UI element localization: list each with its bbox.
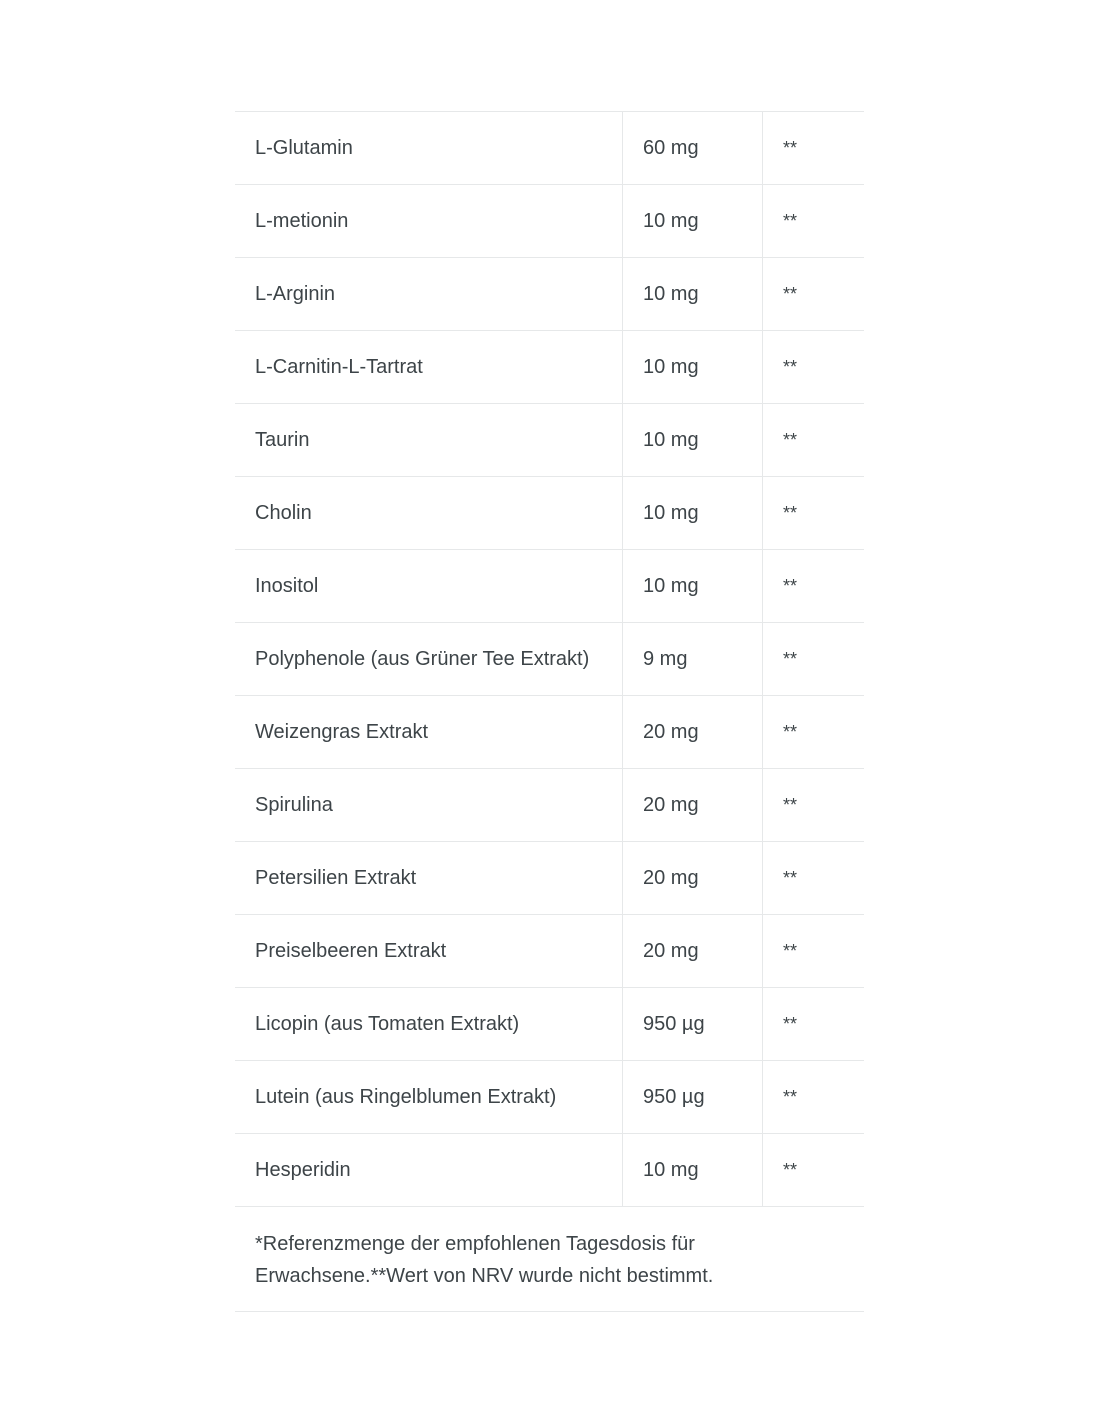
ingredient-nrv: **: [763, 915, 865, 988]
ingredient-name: L-Arginin: [235, 258, 623, 331]
ingredient-name: L-Glutamin: [235, 112, 623, 185]
ingredient-nrv: **: [763, 404, 865, 477]
table-row: [235, 331, 864, 404]
table-row: [235, 988, 864, 1061]
table-row: [235, 915, 864, 988]
ingredient-nrv: **: [763, 769, 865, 842]
ingredient-nrv: **: [763, 331, 865, 404]
footnote-row: [235, 1207, 864, 1312]
table-row: [235, 1134, 864, 1207]
ingredient-amount: 10 mg: [623, 1134, 763, 1207]
ingredient-name: Licopin (aus Tomaten Extrakt): [235, 988, 623, 1061]
nutrition-table-body: [235, 112, 864, 1312]
nutrition-table: [235, 111, 864, 1312]
ingredient-name: Polyphenole (aus Grüner Tee Extrakt): [235, 623, 623, 696]
ingredient-amount: 950 µg: [623, 988, 763, 1061]
ingredient-nrv: **: [763, 988, 865, 1061]
ingredient-name: Taurin: [235, 404, 623, 477]
ingredient-name: Inositol: [235, 550, 623, 623]
table-row: [235, 842, 864, 915]
ingredient-nrv: **: [763, 550, 865, 623]
ingredient-nrv: **: [763, 1061, 865, 1134]
ingredient-nrv: **: [763, 842, 865, 915]
ingredient-amount: 9 mg: [623, 623, 763, 696]
ingredient-amount: 10 mg: [623, 258, 763, 331]
table-row: [235, 696, 864, 769]
ingredient-name: L-Carnitin-L-Tartrat: [235, 331, 623, 404]
table-row: [235, 623, 864, 696]
ingredient-name: Hesperidin: [235, 1134, 623, 1207]
table-row: [235, 769, 864, 842]
ingredient-nrv: **: [763, 1134, 865, 1207]
table-row: [235, 185, 864, 258]
ingredient-nrv: **: [763, 112, 865, 185]
ingredient-nrv: **: [763, 696, 865, 769]
ingredient-amount: 10 mg: [623, 331, 763, 404]
ingredient-nrv: **: [763, 623, 865, 696]
table-row: [235, 404, 864, 477]
footnote-text: *Referenzmenge der empfohlenen Tagesdosis für Erwachsene.**Wert von NRV wurde nicht bestimmt.: [235, 1207, 864, 1312]
ingredient-amount: 20 mg: [623, 842, 763, 915]
ingredient-name: Cholin: [235, 477, 623, 550]
table-row: [235, 550, 864, 623]
ingredient-name: L-metionin: [235, 185, 623, 258]
ingredient-amount: 60 mg: [623, 112, 763, 185]
ingredient-amount: 20 mg: [623, 769, 763, 842]
ingredient-name: Petersilien Extrakt: [235, 842, 623, 915]
ingredient-name: Preiselbeeren Extrakt: [235, 915, 623, 988]
ingredient-amount: 20 mg: [623, 696, 763, 769]
ingredient-amount: 10 mg: [623, 404, 763, 477]
table-row: [235, 1061, 864, 1134]
ingredient-name: Lutein (aus Ringelblumen Extrakt): [235, 1061, 623, 1134]
ingredient-nrv: **: [763, 477, 865, 550]
table-row: [235, 258, 864, 331]
table-row: [235, 112, 864, 185]
ingredient-name: Spirulina: [235, 769, 623, 842]
table-row: [235, 477, 864, 550]
ingredient-amount: 10 mg: [623, 185, 763, 258]
ingredient-nrv: **: [763, 258, 865, 331]
ingredient-nrv: **: [763, 185, 865, 258]
ingredient-amount: 950 µg: [623, 1061, 763, 1134]
ingredient-amount: 10 mg: [623, 477, 763, 550]
ingredient-amount: 20 mg: [623, 915, 763, 988]
ingredient-amount: 10 mg: [623, 550, 763, 623]
ingredient-name: Weizengras Extrakt: [235, 696, 623, 769]
